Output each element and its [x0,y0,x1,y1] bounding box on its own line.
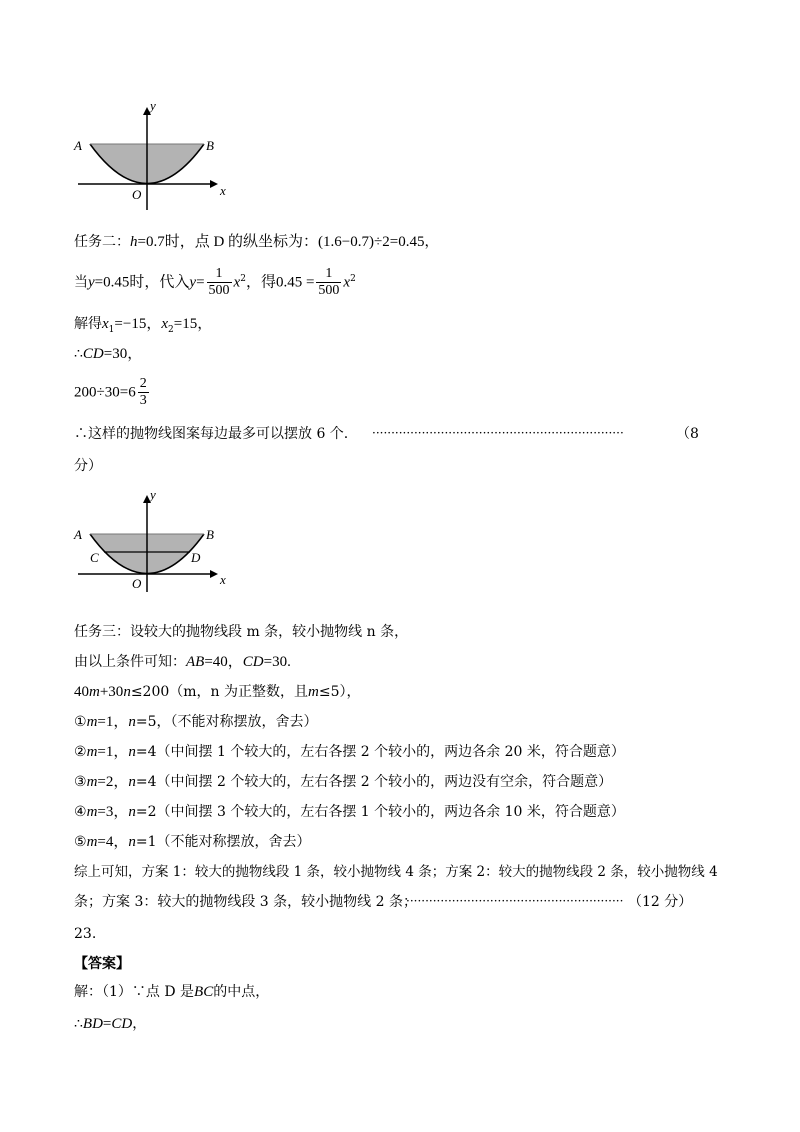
score-8: （8 [676,426,699,442]
x-axis-arrow [210,180,218,188]
label-B: B [206,138,214,153]
label-y: y [150,98,156,113]
parabola-figure-2 [70,488,240,593]
task2-line1: 任务二：h=0.7时，点 D 的纵坐标为：(1.6−0.7)÷2=0.45， [74,234,439,250]
summary-line1: 综上可知，方案 1：较大的抛物线段 1 条，较小抛物线 4 条；方案 2：较大的抛物线段 2 条，较小抛物线 4 [74,864,718,880]
score-8-cont: 分） [74,458,102,474]
summary-line2: 条；方案 3：较大的抛物线段 3 条，较小抛物线 2 条； [74,894,417,910]
label-C: C [90,550,99,565]
case-3: ③m=2，n=4（中间摆 2 个较大的，左右各摆 2 个较小的，两边没有空余，符合题意） [74,774,613,790]
label-A: A [74,138,82,153]
score-leader-dots: ·································································· [372,426,624,440]
label-x: x [220,183,226,198]
label-x: x [220,572,226,587]
task2-line5: 200÷30=6 $\frac{2}{3}$ [74,376,147,408]
task2-line6: ∴这样的抛物线图案每边最多可以摆放 6 个. [74,426,349,442]
score-12: （12 分） [628,894,693,910]
question-number: 23. [74,926,97,942]
label-B: B [206,527,214,542]
case-4: ④m=3，n=2（中间摆 3 个较大的，左右各摆 1 个较小的，两边各余 10 米，符合题意） [74,804,625,820]
q23-line1: 解：（1）∵点 D 是BC的中点， [74,984,270,1000]
task2-line3: 解得$x_1=-15$，$x_2=15$， [74,316,213,335]
parabola-figure-1 [70,98,240,213]
case-5: ⑤m=4，n=1（不能对称摆放，舍去） [74,834,311,850]
case-1: ①m=1，n=5，（不能对称摆放，舍去） [74,714,318,730]
task3-line1: 任务三：设较大的抛物线段 m 条，较小抛物线 n 条， [74,624,409,640]
label-D: D [191,550,201,565]
q23-line2: ∴BD=CD， [74,1016,147,1032]
label-A: A [74,527,82,542]
label-y: y [150,488,156,502]
label-O: O [132,187,142,202]
score-leader-dots: ························································· [406,894,624,908]
task3-line3: 40m+30n≤200（m，n 为正整数，且m≤5）， [74,684,361,700]
task3-line2: 由以上条件可知：AB=40，CD=30. [74,654,291,670]
task2-line2: 当y=0.45时，代入y= $\frac{1}{500}$ $x^2$，得0.45 = $\frac{1}{500}$ $x^2$ [74,266,356,298]
answer-heading: 【答案】 [74,956,130,972]
x-axis-arrow [210,570,218,578]
task2-line4: ∴CD=30， [74,346,143,362]
case-2: ②m=1，n=4（中间摆 1 个较大的，左右各摆 2 个较小的，两边各余 20 米，符合题意） [74,744,625,760]
label-O: O [132,576,142,591]
